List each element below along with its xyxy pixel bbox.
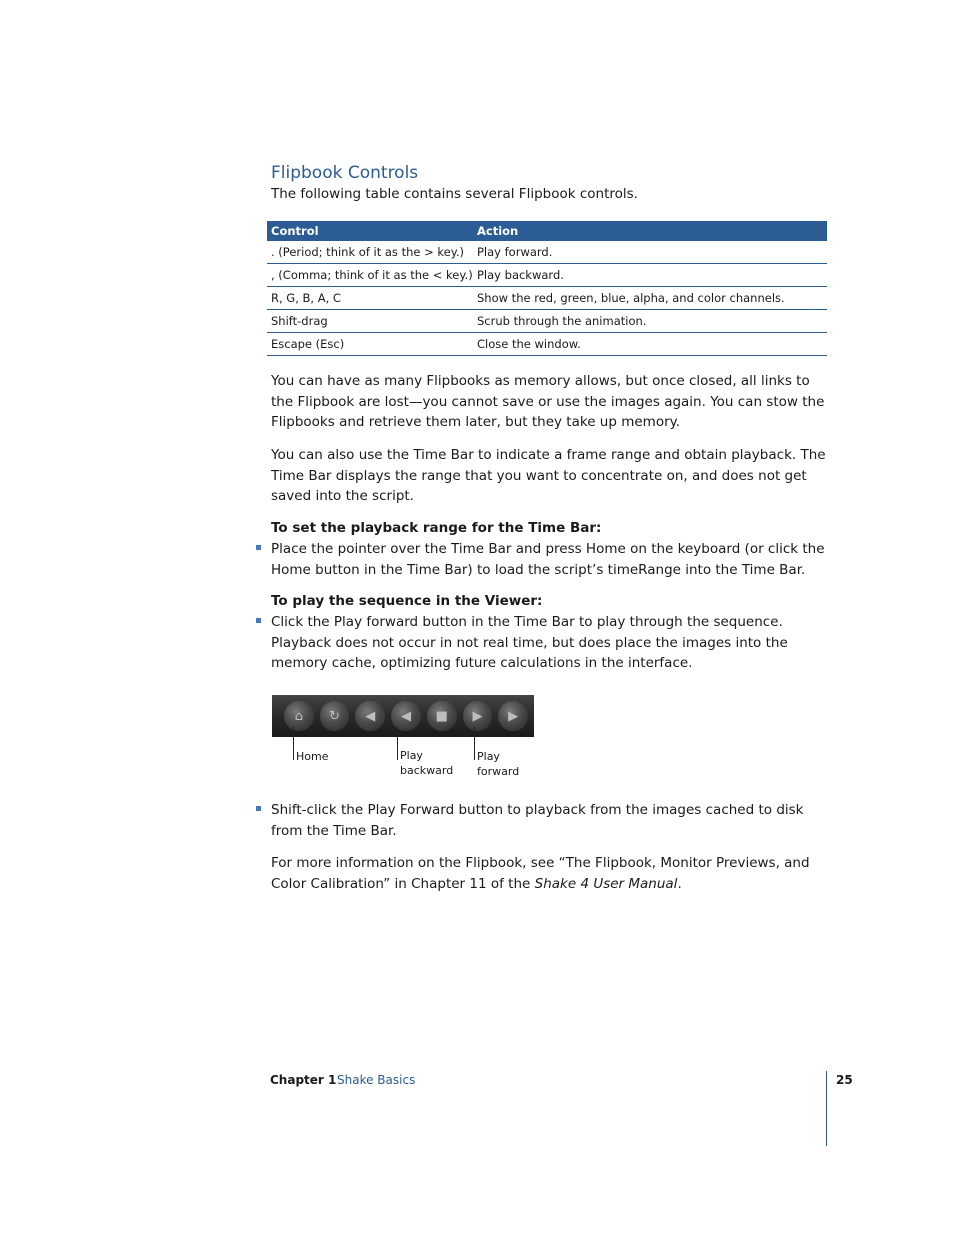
- action-cell: Show the red, green, blue, alpha, and color channels.: [473, 287, 827, 310]
- column-header-control: Control: [267, 221, 473, 241]
- callout-label-home: Home: [296, 750, 329, 763]
- column-header-action: Action: [473, 221, 827, 241]
- footer-chapter: Chapter 1: [270, 1073, 337, 1087]
- table-row: [267, 241, 827, 264]
- procedure-heading-play-sequence: To play the sequence in the Viewer:: [271, 593, 543, 609]
- procedure-heading-playback-range: To set the playback range for the Time Bar:: [271, 520, 602, 536]
- action-cell: Close the window.: [473, 333, 827, 356]
- bullet-text-home: Place the pointer over the Time Bar and press Home on the keyboard (or click the Home button in the Time Bar) to load the script’s timeRange into the Time Bar.: [271, 541, 825, 578]
- controls-table: [267, 221, 827, 356]
- footer-divider: [826, 1071, 827, 1146]
- footer-chapter-name: Shake Basics: [337, 1073, 416, 1087]
- play-backward-icon: ◀: [391, 701, 421, 731]
- table-row: [267, 264, 827, 287]
- bullet-marker: [256, 618, 261, 623]
- bullet-marker: [256, 806, 261, 811]
- key-back-icon: ◀: [355, 701, 385, 731]
- control-cell: . (Period; think of it as the > key.): [267, 241, 473, 264]
- stop-icon: ■: [427, 701, 457, 731]
- page-number: 25: [836, 1073, 853, 1087]
- action-cell: Scrub through the animation.: [473, 310, 827, 333]
- home-icon: ⌂: [284, 701, 314, 731]
- manual-title: Shake 4 User Manual: [534, 875, 678, 892]
- key-forward-icon: ▶: [498, 701, 528, 731]
- table-header-row: [267, 221, 827, 241]
- paragraph-time-bar: You can also use the Time Bar to indicate a frame range and obtain playback. The Time Bar displays the range that you want to concentrate on, and does not get saved into the script.: [271, 447, 826, 504]
- callout-label-play-forward: Play forward: [477, 750, 520, 778]
- action-cell: Play forward.: [473, 241, 827, 264]
- paragraph-more-info: For more information on the Flipbook, see “The Flipbook, Monitor Previews, and Color Calibration” in Chapter 11 of the Shake 4 User Manual.: [271, 855, 810, 892]
- bullet-text-play-forward: Click the Play forward button in the Time Bar to play through the sequence. Playback does not occur in not real time, but does place the images into the memory cache, optimizing future calculations in the interface.: [271, 614, 788, 671]
- control-cell: R, G, B, A, C: [267, 287, 473, 310]
- paragraph-flipbook-memory: You can have as many Flipbooks as memory allows, but once closed, all links to the Flipbook are lost—you cannot save or use the images again. You can stow the Flipbooks and retrieve them later, but they take up memory.: [271, 373, 825, 430]
- callout-label-play-backward: Play backward: [400, 749, 454, 777]
- bullet-text-shift-click: Shift-click the Play Forward button to playback from the images cached to disk from the Time Bar.: [271, 802, 804, 839]
- section-intro: The following table contains several Flipbook controls.: [271, 186, 638, 202]
- control-cell: Shift-drag: [267, 310, 473, 333]
- callout-line-play-backward: [397, 727, 398, 760]
- section-title: Flipbook Controls: [271, 163, 419, 183]
- callout-line-home: [293, 727, 294, 760]
- bullet-marker: [256, 545, 261, 550]
- play-forward-icon: ▶: [463, 701, 493, 731]
- control-cell: Escape (Esc): [267, 333, 473, 356]
- table-row: [267, 310, 827, 333]
- time-bar-toolbar-figure: [272, 695, 534, 737]
- callout-line-play-forward: [474, 727, 475, 760]
- control-cell: , (Comma; think of it as the < key.): [267, 264, 473, 287]
- action-cell: Play backward.: [473, 264, 827, 287]
- table-row: [267, 333, 827, 356]
- table-row: [267, 287, 827, 310]
- loop-icon: ↻: [320, 701, 350, 731]
